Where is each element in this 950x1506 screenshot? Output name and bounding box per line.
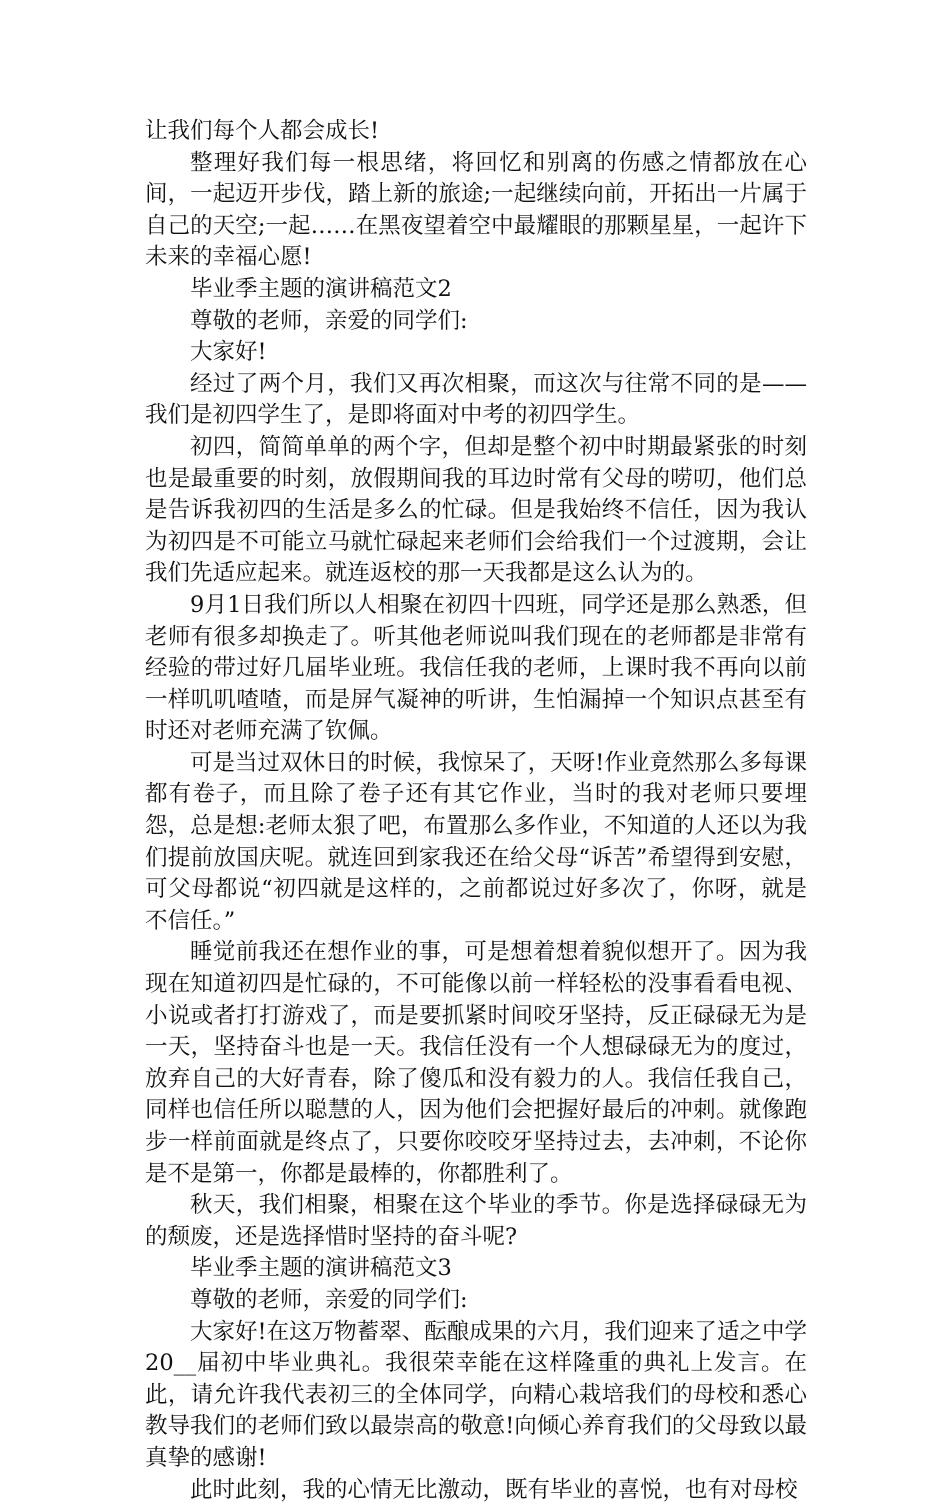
document-body — [145, 116, 807, 1506]
paragraph: 9月1日我们所以人相聚在初四十四班，同学还是那么熟悉，但老师有很多却换走了。听其他老师说叫我们现在的老师都是非常有经验的带过好几届毕业班。我信任我的老师，上课时我不再向以前一样叽叽喳喳，而是屏气凝神的听讲，生怕漏掉一个知识点甚至有时还对老师充满了钦佩。 — [145, 591, 807, 745]
salutation: 尊敬的老师，亲爱的同学们: — [190, 1286, 468, 1313]
paragraph: 此时此刻，我的心情无比激动，既有毕业的喜悦，也有对母校 — [190, 1476, 798, 1503]
paragraph: 经过了两个月，我们又再次相聚，而这次与往常不同的是——我们是初四学生了，是即将面对中考的初四学生。 — [145, 370, 807, 429]
salutation: 尊敬的老师，亲爱的同学们: — [190, 307, 468, 334]
paragraph: 初四，简简单单的两个字，但却是整个初中时期最紧张的时刻也是最重要的时刻，放假期间我的耳边时常有父母的唠叨，他们总是告诉我初四的生活是多么的忙碌。但是我始终不信任，因为我认为初四是不可能立马就忙碌起来老师们会给我们一个过渡期，会让我们先适应起来。就连返校的那一天我都是这么认为的。 — [145, 433, 807, 587]
paragraph: 大家好!在这万物蓄翠、酝酿成果的六月，我们迎来了适之中学20__届初中毕业典礼。我很荣幸能在这样隆重的典礼上发言。在此，请允许我代表初三的全体同学，向精心栽培我们的母校和悉心教导我们的老师们致以最崇高的敬意!向倾心养育我们的父母致以最真挚的感谢! — [145, 1318, 807, 1471]
paragraph: 让我们每个人都会成长! — [145, 118, 380, 144]
section-heading: 毕业季主题的演讲稿范文3 — [190, 1255, 452, 1282]
paragraph: 整理好我们每一根思绪，将回忆和别离的伤感之情都放在心间，一起迈开步伐，踏上新的旅途;一起继续向前，开拓出一片属于自己的天空;一起……在黑夜望着空中最耀眼的那颗星星，一起许下未来的幸福心愿! — [145, 149, 807, 271]
greeting: 大家好! — [190, 339, 267, 366]
paragraph: 睡觉前我还在想作业的事，可是想着想着貌似想开了。因为我现在知道初四是忙碌的，不可能像以前一样轻松的没事看看电视、小说或者打打游戏了，而是要抓紧时间咬牙坚持，反正碌碌无为是一天，坚持奋斗也是一天。我信任没有一个人想碌碌无为的度过，放弃自己的大好青春，除了傻瓜和没有毅力的人。我信任我自己，同样也信任所以聪慧的人，因为他们会把握好最后的冲刺。就像跑步一样前面就是终点了，只要你咬咬牙坚持过去，去冲刺，不论你是不是第一，你都是最棒的，你都胜利了。 — [145, 939, 807, 1187]
paragraph: 秋天，我们相聚，相聚在这个毕业的季节。你是选择碌碌无为的颓废，还是选择惜时坚持的奋斗呢? — [145, 1192, 807, 1250]
section-heading: 毕业季主题的演讲稿范文2 — [190, 275, 452, 302]
paragraph: 可是当过双休日的时候，我惊呆了，天呀!作业竟然那么多每课都有卷子，而且除了卷子还有其它作业，当时的我对老师只要埋怨，总是想:老师太狠了吧，布置那么多作业，不知道的人还以为我们提前放国庆呢。就连回到家我还在给父母“诉苦”希望得到安慰，可父母都说“初四就是这样的，之前都说过好多次了，你呀，就是不信任。” — [145, 749, 807, 934]
